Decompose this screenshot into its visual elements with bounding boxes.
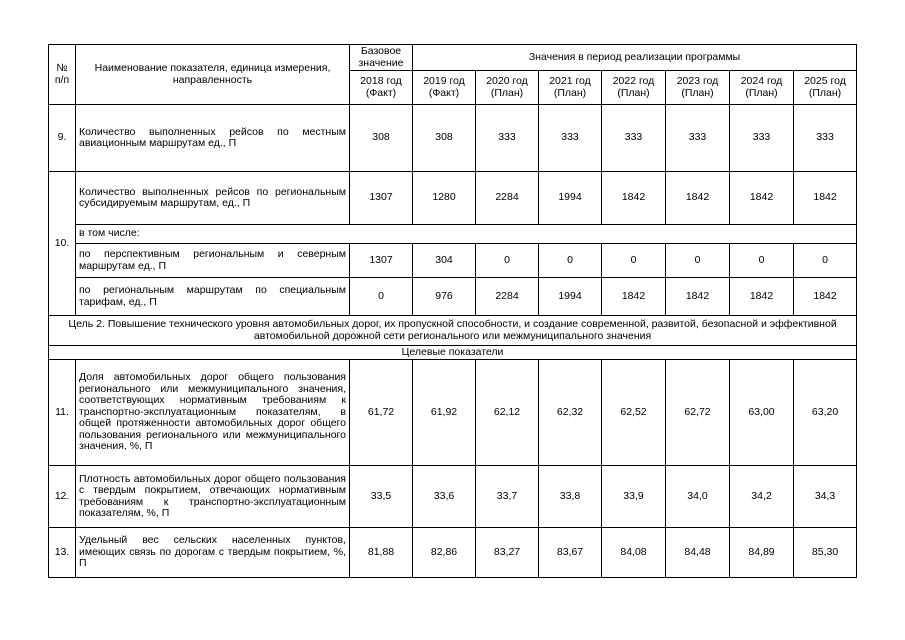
indicators-table	[48, 44, 857, 578]
value-cell: 33,9	[602, 466, 666, 528]
value-cell: 1842	[794, 172, 857, 225]
value-cell: 333	[794, 105, 857, 172]
header-row-1	[49, 45, 857, 71]
value-cell: 63,20	[794, 360, 857, 466]
value-cell: 81,88	[350, 528, 413, 578]
value-cell: 0	[794, 244, 857, 278]
header-num: № п/п	[49, 45, 76, 105]
value-cell: 34,3	[794, 466, 857, 528]
value-cell: 0	[730, 244, 794, 278]
value-cell: 304	[413, 244, 476, 278]
value-cell: 63,00	[730, 360, 794, 466]
header-base-value: Базовое значение	[350, 45, 413, 71]
value-cell: 0	[602, 244, 666, 278]
row-number: 13.	[49, 528, 76, 578]
value-cell: 333	[476, 105, 539, 172]
table-row-10-sub2	[49, 278, 857, 316]
header-year-2025: 2025 год (План)	[794, 71, 857, 105]
goal-2-title: Цель 2. Повышение технического уровня автомобильных дорог, их пропускной способности, и создание современной, развитой, безопасной и эффективной автомобильной дорожной сети регионального или межмуниципального значения	[49, 316, 857, 346]
goal-row	[49, 316, 857, 346]
value-cell: 61,92	[413, 360, 476, 466]
value-cell: 62,72	[666, 360, 730, 466]
value-cell: 333	[666, 105, 730, 172]
value-cell: 83,67	[539, 528, 602, 578]
table-row-10-including	[49, 225, 857, 244]
row-number: 12.	[49, 466, 76, 528]
header-year-2020: 2020 год (План)	[476, 71, 539, 105]
row-number: 10.	[49, 172, 76, 316]
value-cell: 1994	[539, 278, 602, 316]
header-year-2019: 2019 год (Факт)	[413, 71, 476, 105]
indicator-name: Плотность автомобильных дорог общего пользования с твердым покрытием, отвечающих нормативным требованиям к транспортно-эксплуатационным показателям, %, П	[76, 466, 350, 528]
value-cell: 333	[539, 105, 602, 172]
row-number: 9.	[49, 105, 76, 172]
value-cell: 2284	[476, 172, 539, 225]
indicator-name: Количество выполненных рейсов по местным авиационным маршрутам ед., П	[76, 105, 350, 172]
value-cell: 33,8	[539, 466, 602, 528]
value-cell: 308	[350, 105, 413, 172]
value-cell: 0	[666, 244, 730, 278]
value-cell: 333	[602, 105, 666, 172]
row-number: 11.	[49, 360, 76, 466]
value-cell: 34,2	[730, 466, 794, 528]
value-cell: 1842	[730, 172, 794, 225]
including-label: в том числе:	[76, 225, 857, 244]
value-cell: 1307	[350, 244, 413, 278]
value-cell: 1842	[602, 278, 666, 316]
value-cell: 33,7	[476, 466, 539, 528]
table-row-11	[49, 360, 857, 466]
value-cell: 0	[476, 244, 539, 278]
value-cell: 62,32	[539, 360, 602, 466]
value-cell: 0	[539, 244, 602, 278]
value-cell: 1842	[666, 278, 730, 316]
table-row-13	[49, 528, 857, 578]
header-period: Значения в период реализации программы	[413, 45, 857, 71]
value-cell: 1842	[794, 278, 857, 316]
targets-row	[49, 346, 857, 360]
table-row-12	[49, 466, 857, 528]
targets-title: Целевые показатели	[49, 346, 857, 360]
header-indicator-name: Наименование показателя, единица измерения, направленность	[76, 45, 350, 105]
header-year-2021: 2021 год (План)	[539, 71, 602, 105]
indicator-name: по региональным маршрутам по специальным тарифам, ед., П	[76, 278, 350, 316]
value-cell: 2284	[476, 278, 539, 316]
value-cell: 84,89	[730, 528, 794, 578]
value-cell: 85,30	[794, 528, 857, 578]
value-cell: 1842	[602, 172, 666, 225]
value-cell: 84,08	[602, 528, 666, 578]
value-cell: 62,52	[602, 360, 666, 466]
header-year-2022: 2022 год (План)	[602, 71, 666, 105]
value-cell: 1842	[730, 278, 794, 316]
value-cell: 976	[413, 278, 476, 316]
value-cell: 1307	[350, 172, 413, 225]
table-row-9	[49, 105, 857, 172]
value-cell: 83,27	[476, 528, 539, 578]
value-cell: 61,72	[350, 360, 413, 466]
header-year-2023: 2023 год (План)	[666, 71, 730, 105]
value-cell: 34,0	[666, 466, 730, 528]
value-cell: 1280	[413, 172, 476, 225]
indicator-name: Доля автомобильных дорог общего пользования регионального или межмуниципального значения, соответствующих нормативным требованиям к транспортно-эксплуатационным показателям, в общей протяженности автомобильных дорог общего пользования регионального или межмуниципального значения, %, П	[76, 360, 350, 466]
value-cell: 0	[350, 278, 413, 316]
value-cell: 1842	[666, 172, 730, 225]
value-cell: 1994	[539, 172, 602, 225]
value-cell: 33,5	[350, 466, 413, 528]
value-cell: 33,6	[413, 466, 476, 528]
value-cell: 308	[413, 105, 476, 172]
value-cell: 82,86	[413, 528, 476, 578]
table-row-10-sub1	[49, 244, 857, 278]
value-cell: 333	[730, 105, 794, 172]
header-year-2024: 2024 год (План)	[730, 71, 794, 105]
indicator-name: Удельный вес сельских населенных пунктов, имеющих связь по дорогам с твердым покрытием, %, П	[76, 528, 350, 578]
table-row-10	[49, 172, 857, 225]
indicator-name: Количество выполненных рейсов по региональным субсидируемым маршрутам, ед., П	[76, 172, 350, 225]
indicator-name: по перспективным региональным и северным маршрутам ед., П	[76, 244, 350, 278]
value-cell: 84,48	[666, 528, 730, 578]
value-cell: 62,12	[476, 360, 539, 466]
header-year-2018: 2018 год (Факт)	[350, 71, 413, 105]
